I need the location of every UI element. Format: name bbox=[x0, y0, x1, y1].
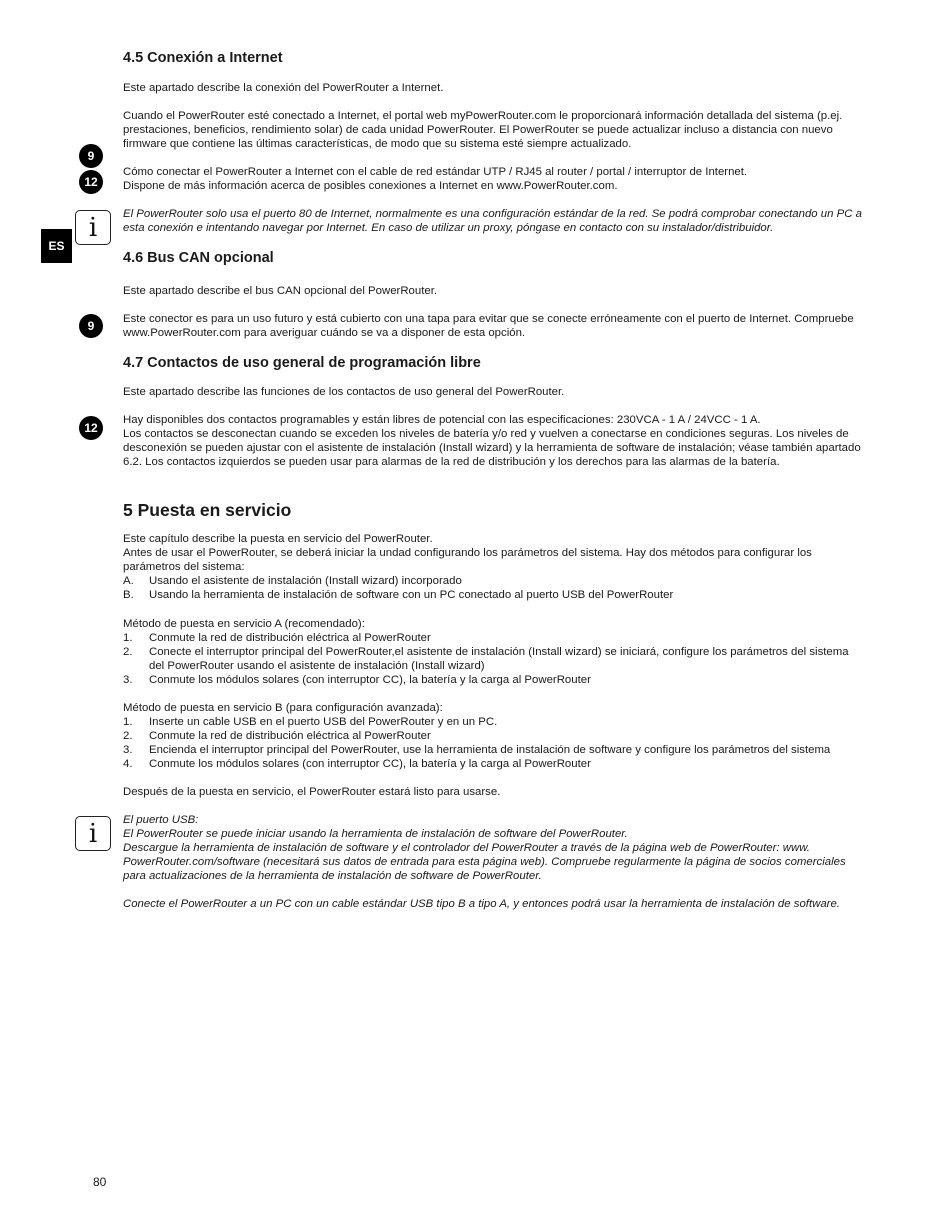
list-item: 2. Conecte el interruptor principal del PowerRouter,el asistente de instalación (Install wizard) se iniciará, configure los parámetros del sistema del PowerRouter usando el asistente de instalación (Install wizard) bbox=[123, 646, 849, 672]
section-title-4-5: 4.5 Conexión a Internet bbox=[123, 50, 283, 66]
section-title-4-6: 4.6 Bus CAN opcional bbox=[123, 250, 274, 266]
methods-list bbox=[123, 574, 865, 602]
info-icon: i bbox=[75, 210, 111, 245]
usb-note-paragraph: Descargue la herramienta de instalación de software y el controlador del PowerRouter a través de la página web de PowerRouter: www. PowerRouter.com/software (necesitará sus datos de entrada para esta página web). Compruebe regularmente la página de socios comerciales para actualizaciones de la herramienta de instalación de software de PowerRouter. bbox=[123, 842, 846, 882]
connection-instruction: Cómo conectar el PowerRouter a Internet con el cable de red estándar UTP / RJ45 al router / portal / interruptor de Internet. bbox=[123, 166, 748, 178]
method-a-title: Método de puesta en servicio A (recomendado): bbox=[123, 618, 365, 630]
list-item: 3. Encienda el interruptor principal del PowerRouter, use la herramienta de instalación de software y configure los parámetros del sistema bbox=[123, 744, 831, 756]
paragraph: Los contactos se desconectan cuando se exceden los niveles de batería y/o red y vuelven a conectarse en condiciones seguras. Los niveles de desconexión se pueden ajustar con el asistente de instalación (Install wizard) y la herramienta de software de instalación; véase también apartado 6.2. Los contactos izquierdos se pueden usar para alarmas de la red de distribución y los derechos para las alarmas de la batería. bbox=[123, 428, 861, 468]
list-item: 1. Conmute la red de distribución eléctrica al PowerRouter bbox=[123, 632, 431, 644]
contacts-spec: Hay disponibles dos contactos programables y están libres de potencial con las especificaciones: 230VCA - 1 A / 24VCC - 1 A. bbox=[123, 414, 761, 426]
list-item: 3. Conmute los módulos solares (con interruptor CC), la batería y la carga al PowerRouter bbox=[123, 674, 591, 686]
reference-badge-12: 12 bbox=[79, 416, 103, 440]
usb-note-title: El puerto USB: bbox=[123, 814, 199, 826]
list-item: A. Usando el asistente de instalación (Install wizard) incorporado bbox=[123, 575, 462, 587]
section-intro: Este apartado describe el bus CAN opcional del PowerRouter. bbox=[123, 285, 438, 297]
reference-badge-12: 12 bbox=[79, 170, 103, 194]
method-b-list bbox=[123, 715, 865, 771]
method-b-title: Método de puesta en servicio B (para configuración avanzada): bbox=[123, 702, 443, 714]
method-a-list bbox=[123, 631, 865, 687]
paragraph: Antes de usar el PowerRouter, se deberá iniciar la undad configurando los parámetros del sistema. Hay dos métodos para configurar los parámetros del sistema: bbox=[123, 547, 812, 573]
chapter-intro: Este capítulo describe la puesta en servicio del PowerRouter. bbox=[123, 533, 433, 545]
list-item: B. Usando la herramienta de instalación de software con un PC conectado al puerto USB del PowerRouter bbox=[123, 589, 674, 601]
paragraph: Este conector es para un uso futuro y está cubierto con una tapa para evitar que se conecte erróneamente con el puerto de Internet. Compruebe www.PowerRouter.com para averiguar cuándo se va a disponer de esta opción. bbox=[123, 313, 854, 339]
paragraph: Cuando el PowerRouter esté conectado a Internet, el portal web myPowerRouter.com le proporcionará información detallada del sistema (p.ej. prestaciones, beneficios, rendimiento solar) de cada unidad PowerRouter. El PowerRouter se puede actualizar incluso a distancia con nuevo firmware que contiene las últimas características, de modo que su sistema esté siempre actualizado. bbox=[123, 110, 843, 150]
language-tab: ES bbox=[41, 229, 72, 263]
section-intro: Este apartado describe las funciones de los contactos de uso general del PowerRouter. bbox=[123, 386, 565, 398]
more-info-line: Dispone de más información acerca de posibles conexiones a Internet en www.PowerRouter.com. bbox=[123, 180, 618, 192]
list-item: 2. Conmute la red de distribución eléctrica al PowerRouter bbox=[123, 730, 431, 742]
page-number: 80 bbox=[93, 1175, 107, 1189]
usb-note-paragraph: Conecte el PowerRouter a un PC con un cable estándar USB tipo B a tipo A, y entonces podrá usar la herramienta de instalación de software. bbox=[123, 898, 840, 910]
reference-badge-9: 9 bbox=[79, 314, 103, 338]
chapter-title-5: 5 Puesta en servicio bbox=[123, 500, 292, 520]
section-title-4-7: 4.7 Contactos de uso general de programación libre bbox=[123, 355, 481, 371]
info-note: El PowerRouter solo usa el puerto 80 de Internet, normalmente es una configuración estándar de la red. Se podrá comprobar conectando un PC a esta conexión e intentando navegar por Internet. En caso de utilizar un proxy, póngase en contacto con su instalador/distribuidor. bbox=[123, 208, 862, 234]
section-intro: Este apartado describe la conexión del PowerRouter a Internet. bbox=[123, 82, 444, 94]
info-icon: i bbox=[75, 816, 111, 851]
list-item: 1. Inserte un cable USB en el puerto USB del PowerRouter y en un PC. bbox=[123, 716, 498, 728]
reference-badge-9: 9 bbox=[79, 144, 103, 168]
after-commissioning: Después de la puesta en servicio, el PowerRouter estará listo para usarse. bbox=[123, 786, 501, 798]
list-item: 4. Conmute los módulos solares (con interruptor CC), la batería y la carga al PowerRouter bbox=[123, 758, 591, 770]
usb-note-line: El PowerRouter se puede iniciar usando la herramienta de instalación de software del PowerRouter. bbox=[123, 828, 628, 840]
